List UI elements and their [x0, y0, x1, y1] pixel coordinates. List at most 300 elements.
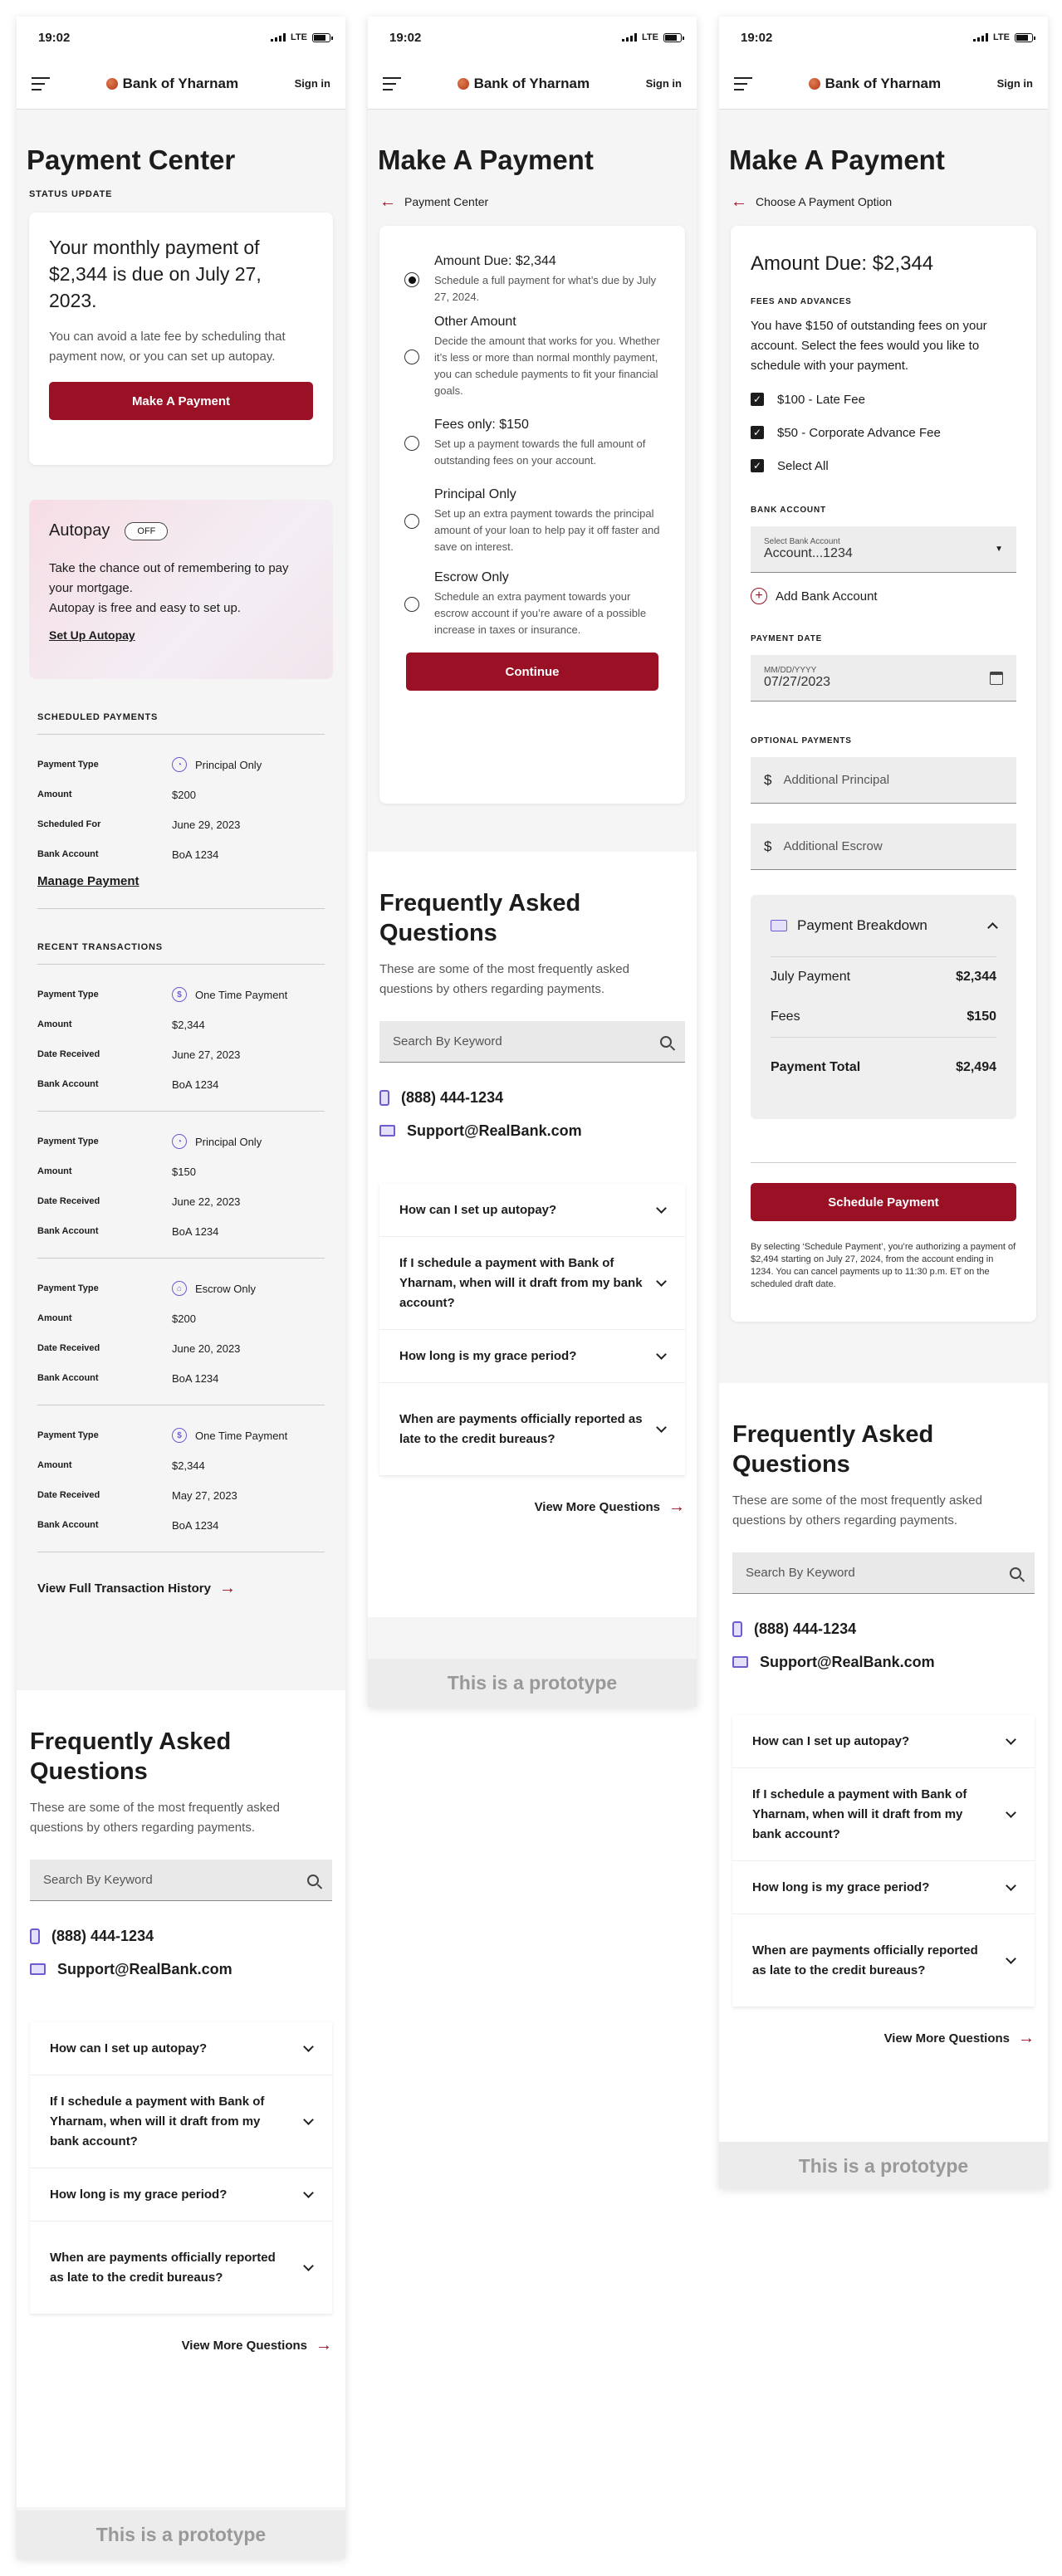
faq-subtitle: These are some of the most frequently asked questions by others regarding payments.	[379, 962, 629, 996]
faq-question-text: When are payments officially reported as late to the credit bureaus?	[50, 2250, 276, 2285]
radio-button[interactable]	[404, 436, 419, 451]
mail-icon	[379, 1125, 395, 1136]
detail-text: June 22, 2023	[172, 1195, 241, 1208]
faq-section	[719, 1383, 1048, 2148]
date-field-value: 07/27/2023	[764, 675, 831, 689]
signal-icon	[271, 33, 286, 42]
detail-key: Date Received	[37, 1196, 100, 1206]
phone-icon	[379, 1090, 389, 1106]
total-label: Payment Total	[771, 1059, 861, 1074]
faq-question-text: If I schedule a payment with Bank of Yharnam, when will it draft from my bank account?	[50, 2094, 265, 2148]
detail-value	[172, 987, 287, 1002]
payment-option[interactable]	[379, 561, 685, 648]
detail-row	[37, 1186, 325, 1216]
detail-row	[37, 1009, 325, 1039]
option-title: Fees only: $150	[434, 418, 529, 432]
phone-contact[interactable]	[379, 1081, 685, 1114]
add-bank-label: Add Bank Account	[776, 589, 878, 604]
status-bar	[719, 17, 1048, 58]
caret-down-icon: ▼	[995, 545, 1003, 554]
detail-value	[172, 1312, 196, 1325]
payment-option[interactable]	[379, 405, 685, 481]
top-nav	[17, 58, 345, 110]
status-subtext: You can avoid a late fee by scheduling that payment now, or you can set up autopay.	[49, 330, 286, 364]
amount-due: Amount Due: $2,344	[751, 252, 934, 275]
detail-value	[172, 1281, 256, 1296]
prototype-banner: This is a prototype	[17, 2510, 345, 2559]
faq-section	[17, 1690, 345, 2507]
detail-key: Payment Type	[37, 1283, 99, 1293]
autopay-text-2: Autopay is free and easy to set up.	[49, 601, 241, 615]
detail-text: $200	[172, 788, 196, 801]
optional-label: OPTIONAL PAYMENTS	[751, 736, 852, 745]
option-text	[434, 254, 662, 306]
screen-make-payment-details	[719, 17, 1048, 2188]
faq-question-text: How long is my grace period?	[50, 2187, 228, 2202]
detail-row	[37, 1480, 325, 1510]
option-desc: Schedule a full payment for what’s due by July 27, 2024.	[434, 274, 657, 303]
clock-icon: ◔	[172, 757, 187, 772]
principal-placeholder: Additional Principal	[783, 773, 890, 787]
menu-icon[interactable]	[383, 77, 401, 90]
dollar-icon: $	[172, 1428, 187, 1443]
breakdown-title: Payment Breakdown	[797, 917, 927, 933]
checkbox-checked-icon[interactable]: ✓	[751, 426, 764, 439]
detail-text: BoA 1234	[172, 1224, 219, 1238]
faq-question-text: When are payments officially reported as late to the credit bureaus?	[399, 1411, 643, 1446]
arrow-right-icon: →	[668, 1498, 685, 1516]
screen-make-payment-options	[368, 17, 697, 1707]
chevron-down-icon[interactable]	[656, 1349, 667, 1360]
logo-icon	[458, 78, 469, 90]
payment-option[interactable]	[379, 251, 685, 309]
phone-contact[interactable]	[732, 1612, 1035, 1645]
prototype-banner: This is a prototype	[368, 1659, 697, 1707]
breakdown-value: $150	[967, 1009, 996, 1024]
setup-autopay-link[interactable]: Set Up Autopay	[49, 628, 135, 642]
payment-options-card	[379, 226, 685, 804]
back-link[interactable]	[719, 189, 1048, 214]
detail-key: Amount	[37, 1166, 72, 1176]
arrow-left-icon: ←	[731, 192, 747, 211]
signal-icon	[622, 33, 637, 42]
signin-link[interactable]: Sign in	[645, 77, 682, 90]
detail-value	[172, 1519, 218, 1532]
brand[interactable]	[458, 76, 590, 92]
detail-value	[172, 1489, 237, 1502]
email-contact[interactable]	[732, 1645, 1035, 1679]
back-label: Payment Center	[404, 195, 489, 208]
scheduled-label: SCHEDULED PAYMENTS	[37, 712, 325, 735]
chevron-down-icon[interactable]	[303, 2041, 314, 2052]
detail-text: One Time Payment	[195, 988, 288, 1001]
chevron-down-icon[interactable]	[303, 2114, 314, 2125]
search-placeholder: Search By Keyword	[746, 1566, 855, 1580]
recent-label: RECENT TRANSACTIONS	[37, 942, 325, 965]
detail-value	[172, 1048, 240, 1061]
faq-question[interactable]	[379, 1184, 685, 1237]
detail-key: Amount	[37, 789, 72, 799]
scheduled-list	[37, 735, 325, 869]
search-placeholder: Search By Keyword	[393, 1034, 502, 1048]
arrow-right-icon: →	[1018, 2029, 1035, 2047]
add-bank-account[interactable]	[751, 588, 1016, 604]
faq-question-text: How long is my grace period?	[752, 1879, 930, 1894]
chevron-down-icon[interactable]	[1006, 1734, 1016, 1745]
detail-value	[172, 757, 262, 772]
detail-row	[37, 1069, 325, 1099]
back-link[interactable]	[368, 189, 697, 214]
radio-button[interactable]	[404, 514, 419, 529]
option-desc: Set up an extra payment towards the principal amount of your loan to help pay it off faster and save on interest.	[434, 507, 660, 553]
faq-question-text: If I schedule a payment with Bank of Yharnam, when will it draft from my bank account?	[399, 1255, 643, 1310]
payment-date-input[interactable]	[751, 655, 1016, 701]
faq-question-text: When are payments officially reported as late to the credit bureaus?	[752, 1943, 978, 1977]
detail-text: Principal Only	[195, 758, 262, 771]
detail-text: $200	[172, 1312, 196, 1325]
faq-question-text: How can I set up autopay?	[752, 1733, 910, 1748]
search-icon[interactable]	[307, 1875, 319, 1886]
page-title: Make A Payment	[729, 144, 945, 175]
detail-row	[37, 750, 325, 780]
fee-checkbox[interactable]	[751, 416, 1016, 449]
detail-value	[172, 1459, 205, 1472]
calendar-icon[interactable]	[990, 672, 1003, 685]
history-label: View Full Transaction History	[37, 1581, 211, 1596]
bank-field-label: Select Bank Account	[764, 537, 840, 546]
brand-name: Bank of Yharnam	[825, 75, 942, 91]
page-title: Payment Center	[27, 144, 236, 175]
fee-checkbox[interactable]	[751, 449, 1016, 482]
detail-row	[37, 1333, 325, 1363]
breakdown-row	[771, 957, 996, 997]
breakdown-total	[771, 1037, 996, 1097]
faq-search-input[interactable]	[379, 1021, 685, 1063]
breakdown-row	[771, 997, 996, 1037]
detail-text: BoA 1234	[172, 848, 219, 861]
detail-key: Scheduled For	[37, 819, 101, 829]
detail-key: Amount	[37, 1460, 72, 1470]
payment-breakdown	[751, 895, 1016, 1119]
phone-number: (888) 444-1234	[401, 1088, 504, 1106]
top-nav	[719, 58, 1048, 110]
faq-list	[379, 1184, 685, 1476]
email-address: Support@RealBank.com	[760, 1653, 935, 1670]
arrow-right-icon: →	[218, 1578, 236, 1597]
status-message: Your monthly payment of $2,344 is due on July 27, 2023.	[49, 237, 262, 311]
phone-icon	[30, 1928, 40, 1944]
chevron-down-icon[interactable]	[303, 2187, 314, 2198]
logo-icon	[809, 78, 820, 90]
mail-icon	[732, 1656, 748, 1668]
option-text	[434, 487, 662, 555]
detail-key: Bank Account	[37, 1373, 99, 1383]
fees-label: FEES AND ADVANCES	[751, 297, 852, 306]
clock: 19:02	[741, 30, 773, 45]
additional-escrow-input[interactable]	[751, 824, 1016, 870]
view-more-questions[interactable]	[30, 2336, 332, 2355]
faq-question[interactable]	[30, 2075, 332, 2168]
option-text	[434, 418, 662, 469]
fee-label: $100 - Late Fee	[777, 392, 865, 407]
detail-text: One Time Payment	[195, 1429, 288, 1442]
detail-value	[172, 789, 196, 801]
logo-icon	[106, 78, 118, 90]
email-contact[interactable]	[379, 1114, 685, 1147]
detail-text: May 27, 2023	[172, 1488, 237, 1502]
screen-payment-center	[17, 17, 345, 2559]
transaction	[37, 965, 325, 1112]
detail-key: Bank Account	[37, 1226, 99, 1236]
history-link[interactable]	[37, 1576, 325, 1601]
menu-icon[interactable]	[734, 77, 752, 90]
detail-value	[172, 1195, 240, 1208]
option-title: Escrow Only	[434, 570, 509, 584]
detail-row	[37, 1363, 325, 1393]
top-nav	[368, 58, 697, 110]
autopay-title: Autopay	[49, 521, 110, 540]
dollar-icon: $	[764, 771, 772, 788]
detail-key: Bank Account	[37, 1520, 99, 1530]
faq-question[interactable]	[30, 2222, 332, 2314]
detail-row	[37, 1273, 325, 1303]
faq-question[interactable]	[732, 1715, 1035, 1768]
detail-text: $2,344	[172, 1459, 205, 1472]
detail-text: Escrow Only	[195, 1282, 256, 1295]
chevron-down-icon[interactable]	[1006, 1880, 1016, 1891]
chevron-up-icon[interactable]	[987, 922, 998, 933]
view-more-label: View More Questions	[534, 1500, 660, 1514]
detail-row	[37, 809, 325, 839]
view-more-label: View More Questions	[181, 2339, 307, 2353]
detail-value	[172, 1225, 218, 1238]
make-payment-button[interactable]: Make A Payment	[49, 382, 313, 420]
detail-value	[172, 1019, 205, 1031]
status-card	[29, 213, 333, 465]
faq-question-text: How long is my grace period?	[399, 1348, 577, 1363]
phone-number: (888) 444-1234	[754, 1620, 857, 1637]
view-more-label: View More Questions	[883, 2031, 1010, 2046]
arrow-left-icon: ←	[379, 192, 396, 211]
schedule-payment-button[interactable]: Schedule Payment	[751, 1183, 1016, 1221]
clock-icon: ◔	[172, 1134, 187, 1149]
checkbox-checked-icon[interactable]: ✓	[751, 393, 764, 406]
payment-form-card	[731, 226, 1036, 1322]
detail-key: Payment Type	[37, 1136, 99, 1146]
battery-icon	[312, 33, 330, 42]
date-label: PAYMENT DATE	[751, 634, 823, 643]
faq-search-input[interactable]	[30, 1860, 332, 1901]
faq-subtitle: These are some of the most frequently asked questions by others regarding payments.	[732, 1493, 982, 1528]
battery-icon	[1015, 33, 1033, 42]
brand-name: Bank of Yharnam	[473, 75, 590, 91]
radio-button[interactable]	[404, 349, 419, 364]
escrow-placeholder: Additional Escrow	[783, 839, 883, 853]
detail-key: Payment Type	[37, 1430, 99, 1440]
faq-question[interactable]	[379, 1330, 685, 1383]
prototype-banner: This is a prototype	[719, 2142, 1048, 2188]
faq-question-text: How can I set up autopay?	[50, 2041, 208, 2055]
network-label: LTE	[291, 32, 307, 42]
detail-value	[172, 848, 218, 861]
bank-label: BANK ACCOUNT	[751, 506, 826, 515]
faq-question[interactable]	[30, 2168, 332, 2222]
detail-key: Date Received	[37, 1490, 100, 1500]
dollar-icon: $	[172, 987, 187, 1002]
breakdown-header[interactable]	[771, 895, 996, 956]
payment-option[interactable]	[379, 481, 685, 561]
autopay-text: Take the chance out of remembering to pay your mortgage.	[49, 561, 289, 595]
radio-button[interactable]	[404, 272, 419, 287]
faq-question[interactable]	[379, 1237, 685, 1330]
detail-row	[37, 980, 325, 1009]
detail-key: Amount	[37, 1019, 72, 1029]
continue-button[interactable]: Continue	[406, 653, 658, 691]
detail-text: BoA 1234	[172, 1078, 219, 1091]
detail-text: June 20, 2023	[172, 1342, 241, 1355]
autopay-toggle[interactable]: OFF	[125, 522, 168, 540]
status-bar	[17, 17, 345, 58]
detail-key: Payment Type	[37, 990, 99, 1000]
phone-number: (888) 444-1234	[51, 1927, 154, 1944]
detail-text: BoA 1234	[172, 1518, 219, 1532]
breakdown-rows	[771, 956, 996, 1037]
faq-question-text: How can I set up autopay?	[399, 1202, 557, 1217]
detail-key: Payment Type	[37, 760, 99, 770]
detail-value	[172, 1428, 287, 1443]
brand[interactable]	[809, 76, 942, 92]
option-title: Amount Due: $2,344	[434, 254, 556, 268]
detail-key: Bank Account	[37, 849, 99, 859]
bank-icon: ⌂	[172, 1281, 187, 1296]
fees-list	[751, 383, 1016, 482]
detail-text: $150	[172, 1165, 196, 1178]
detail-row	[37, 1450, 325, 1480]
phone-contact[interactable]	[30, 1919, 332, 1953]
chevron-down-icon[interactable]	[656, 1276, 667, 1287]
faq-search-input[interactable]	[732, 1552, 1035, 1594]
detail-row	[37, 1039, 325, 1069]
bank-account-select[interactable]	[751, 526, 1016, 573]
search-icon[interactable]	[1010, 1567, 1021, 1579]
option-desc: Set up a payment towards the full amount of outstanding fees on your account.	[434, 437, 646, 467]
signin-link[interactable]: Sign in	[996, 77, 1033, 90]
detail-text: BoA 1234	[172, 1371, 219, 1385]
back-label: Choose A Payment Option	[756, 195, 893, 208]
transaction	[37, 1405, 325, 1552]
detail-row	[37, 1127, 325, 1156]
breakdown-value: $2,344	[956, 970, 996, 984]
chevron-down-icon[interactable]	[1006, 1953, 1016, 1964]
brand-name: Bank of Yharnam	[122, 75, 239, 91]
view-more-questions[interactable]	[732, 2029, 1035, 2048]
total-value: $2,494	[956, 1059, 996, 1074]
detail-key: Amount	[37, 1313, 72, 1323]
detail-value	[172, 1342, 240, 1355]
detail-value	[172, 1078, 218, 1091]
arrow-right-icon: →	[316, 2336, 332, 2354]
network-label: LTE	[642, 32, 658, 42]
faq-title: Frequently Asked Questions	[732, 1421, 934, 1478]
mail-icon	[30, 1963, 46, 1975]
faq-title: Frequently Asked Questions	[379, 890, 581, 946]
fee-label: $50 - Corporate Advance Fee	[777, 425, 941, 440]
email-address: Support@RealBank.com	[407, 1122, 582, 1139]
battery-icon	[663, 33, 682, 42]
faq-question-text: If I schedule a payment with Bank of Yharnam, when will it draft from my bank account?	[752, 1787, 967, 1841]
chevron-down-icon[interactable]	[656, 1203, 667, 1214]
payment-option[interactable]	[379, 309, 685, 405]
signal-icon	[973, 33, 988, 42]
option-title: Principal Only	[434, 487, 516, 501]
transaction	[37, 1259, 325, 1405]
faq-question[interactable]	[30, 2022, 332, 2075]
phone-icon	[732, 1621, 742, 1637]
email-contact[interactable]	[30, 1953, 332, 1986]
faq-section	[368, 852, 697, 1617]
clock: 19:02	[389, 30, 422, 45]
email-address: Support@RealBank.com	[57, 1960, 232, 1977]
breakdown-key: July Payment	[771, 970, 851, 984]
detail-row	[37, 1420, 325, 1450]
signin-link[interactable]: Sign in	[294, 77, 330, 90]
view-more-questions[interactable]	[379, 1498, 685, 1517]
checkbox-checked-icon[interactable]: ✓	[751, 459, 764, 472]
manage-payment-link[interactable]: Manage Payment	[37, 874, 139, 888]
detail-row	[37, 1303, 325, 1333]
network-label: LTE	[993, 32, 1010, 42]
dollar-icon: $	[764, 838, 772, 854]
search-placeholder: Search By Keyword	[43, 1873, 153, 1887]
detail-key: Bank Account	[37, 1079, 99, 1089]
faq-title: Frequently Asked Questions	[30, 1728, 232, 1785]
page-title: Make A Payment	[378, 144, 594, 175]
chevron-down-icon[interactable]	[1006, 1807, 1016, 1818]
chevron-down-icon[interactable]	[303, 2261, 314, 2271]
option-text	[434, 570, 662, 638]
detail-value	[172, 1166, 196, 1178]
faq-question[interactable]	[732, 1861, 1035, 1914]
menu-icon[interactable]	[32, 77, 50, 90]
additional-principal-input[interactable]	[751, 757, 1016, 804]
option-desc: Decide the amount that works for you. Whether it’s less or more than normal monthly payment, you can schedule payments to fit your financial goals.	[434, 335, 660, 397]
autopay-card	[29, 500, 333, 679]
detail-row	[37, 1510, 325, 1540]
search-icon[interactable]	[660, 1036, 672, 1048]
bank-field-value: Account...1234	[764, 546, 853, 560]
detail-text: June 29, 2023	[172, 818, 241, 831]
payment-options	[379, 251, 685, 648]
transaction	[37, 1112, 325, 1259]
faq-question[interactable]	[732, 1768, 1035, 1861]
fee-label: Select All	[777, 458, 829, 473]
detail-value	[172, 819, 240, 831]
date-field-label: MM/DD/YYYY	[764, 666, 817, 675]
detail-row	[37, 780, 325, 809]
detail-text: Principal Only	[195, 1135, 262, 1148]
faq-question[interactable]	[732, 1914, 1035, 2007]
radio-button[interactable]	[404, 597, 419, 612]
receipt-icon	[771, 920, 787, 931]
faq-question[interactable]	[379, 1383, 685, 1476]
chevron-down-icon[interactable]	[656, 1422, 667, 1433]
fees-text: You have $150 of outstanding fees on your account. Select the fees would you like to schedule with your payment.	[751, 319, 987, 373]
faq-subtitle: These are some of the most frequently asked questions by others regarding payments.	[30, 1801, 280, 1835]
fee-checkbox[interactable]	[751, 383, 1016, 416]
brand[interactable]	[106, 76, 239, 92]
status-label: STATUS UPDATE	[29, 189, 113, 199]
detail-key: Date Received	[37, 1049, 100, 1059]
